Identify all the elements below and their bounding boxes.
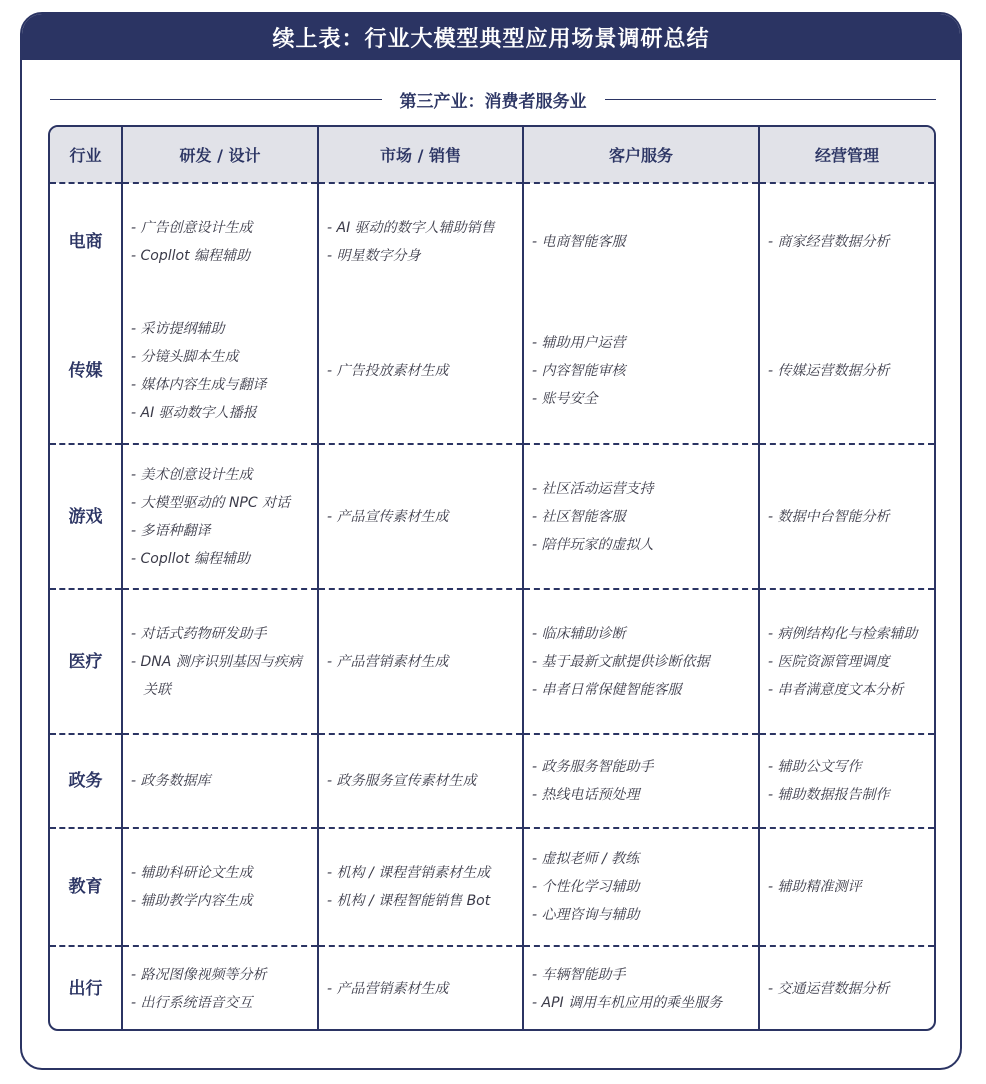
list-item: - 内容智能审核 (532, 363, 626, 379)
cell-service (523, 299, 759, 444)
table-row (50, 828, 934, 946)
header-rd: 研发 / 设计 (122, 127, 318, 183)
list-item: - 传媒运营数据分析 (768, 363, 890, 379)
cell-market (318, 946, 523, 1031)
list-item: - 政务服务智能助手 (532, 759, 654, 775)
divider-right (605, 99, 937, 100)
summary-table (48, 125, 936, 1031)
list-item: - 社区智能客服 (532, 508, 626, 525)
list-item: - 临床辅助诊断 (532, 625, 626, 642)
list-item: - 基于最新文献提供诊断依据 (532, 653, 710, 670)
cell-market (318, 299, 523, 444)
cell-ops (759, 183, 934, 299)
list-item: - 路况图像视频等分析 (131, 967, 267, 983)
list-item: - 明星数字分身 (327, 247, 421, 264)
table (50, 127, 934, 1031)
cell-market (318, 183, 523, 299)
cell-rd (122, 183, 318, 299)
list-item: - 分镜头脚本生成 (131, 349, 239, 365)
cell-ops (759, 946, 934, 1031)
list-item: - 串者满意度文本分析 (768, 681, 904, 698)
list-item: - 陪伴玩家的虚拟人 (532, 536, 654, 553)
list-item: - DNA 测序识别基因与疾病关联 (131, 653, 302, 698)
cell-service (523, 444, 759, 589)
list-item: - 广告投放素材生成 (327, 363, 449, 379)
cell-ops (759, 734, 934, 828)
list-item: - AI 驱动数字人播报 (131, 405, 257, 421)
cell-rd (122, 444, 318, 589)
cell-service (523, 946, 759, 1031)
industry-cell: 传媒 (50, 299, 122, 444)
header-market: 市场 / 销售 (318, 127, 523, 183)
list-item: - 产品营销素材生成 (327, 653, 449, 670)
list-item: - 多语种翻译 (131, 522, 211, 539)
cell-rd (122, 828, 318, 946)
cell-ops (759, 589, 934, 734)
industry-cell: 政务 (50, 734, 122, 828)
list-item: - 商家经营数据分析 (768, 233, 890, 250)
list-item: - 机构 / 课程智能销售 Bot (327, 893, 491, 909)
list-item: - 出行系统语音交互 (131, 995, 253, 1011)
list-item: - Copllot 编程辅助 (131, 550, 251, 567)
list-item: - 媒体内容生成与翻译 (131, 377, 267, 393)
list-item: - 广告创意设计生成 (131, 219, 253, 236)
industry-cell: 出行 (50, 946, 122, 1031)
list-item: - 辅助用户运营 (532, 335, 626, 351)
list-item: - 采访提纲辅助 (131, 321, 225, 337)
list-item: - 辅助数据报告制作 (768, 787, 890, 803)
list-item: - 辅助精准测评 (768, 879, 862, 895)
table-row (50, 946, 934, 1031)
industry-cell: 游戏 (50, 444, 122, 589)
list-item: - 账号安全 (532, 391, 598, 407)
divider-left (50, 99, 382, 100)
list-item: - 电商智能客服 (532, 233, 626, 250)
cell-service (523, 183, 759, 299)
list-item: - 大模型驱动的 NPC 对话 (131, 494, 291, 511)
list-item: - 产品营销素材生成 (327, 981, 449, 997)
list-item: - 交通运营数据分析 (768, 981, 890, 997)
cell-rd (122, 946, 318, 1031)
list-item: - 辅助科研论文生成 (131, 865, 253, 881)
cell-ops (759, 828, 934, 946)
list-item: - 政务服务宣传素材生成 (327, 773, 477, 789)
list-item: - API 调用车机应用的乘坐服务 (532, 995, 723, 1011)
cell-service (523, 734, 759, 828)
table-row (50, 444, 934, 589)
table-row (50, 183, 934, 299)
cell-market (318, 444, 523, 589)
list-item: - 辅助公文写作 (768, 759, 862, 775)
section-label: 第三产业：消费者服务业 (399, 91, 587, 112)
header-row (50, 127, 934, 183)
industry-cell: 医疗 (50, 589, 122, 734)
header-service: 客户服务 (523, 127, 759, 183)
list-item: - 病例结构化与检索辅助 (768, 625, 918, 642)
table-row (50, 589, 934, 734)
cell-market (318, 828, 523, 946)
cell-rd (122, 589, 318, 734)
list-item: - 机构 / 课程营销素材生成 (327, 865, 491, 881)
industry-cell: 教育 (50, 828, 122, 946)
list-item: - 心理咨询与辅助 (532, 907, 640, 923)
cell-market (318, 589, 523, 734)
cell-rd (122, 734, 318, 828)
list-item: - 热线电话预处理 (532, 787, 640, 803)
header-industry: 行业 (50, 127, 122, 183)
list-item: - 数据中台智能分析 (768, 508, 890, 525)
list-item: - 个性化学习辅助 (532, 879, 640, 895)
list-item: - 政务数据库 (131, 773, 211, 789)
section-heading (50, 84, 936, 114)
cell-market (318, 734, 523, 828)
cell-ops (759, 444, 934, 589)
page-title: 续上表：行业大模型典型应用场景调研总结 (22, 14, 960, 60)
list-item: - 美术创意设计生成 (131, 466, 253, 483)
list-item: - 对话式药物研发助手 (131, 625, 267, 642)
list-item: - 社区活动运营支持 (532, 480, 654, 497)
table-row (50, 299, 934, 444)
industry-cell: 电商 (50, 183, 122, 299)
list-item: - Copllot 编程辅助 (131, 247, 251, 264)
list-item: - 虚拟老师 / 教练 (532, 851, 640, 867)
cell-rd (122, 299, 318, 444)
cell-service (523, 589, 759, 734)
list-item: - 串者日常保健智能客服 (532, 681, 682, 698)
list-item: - 医院资源管理调度 (768, 653, 890, 670)
header-ops: 经营管理 (759, 127, 934, 183)
table-row (50, 734, 934, 828)
list-item: - AI 驱动的数字人辅助销售 (327, 219, 495, 236)
list-item: - 产品宣传素材生成 (327, 508, 449, 525)
cell-ops (759, 299, 934, 444)
cell-service (523, 828, 759, 946)
list-item: - 辅助教学内容生成 (131, 893, 253, 909)
list-item: - 车辆智能助手 (532, 967, 626, 983)
